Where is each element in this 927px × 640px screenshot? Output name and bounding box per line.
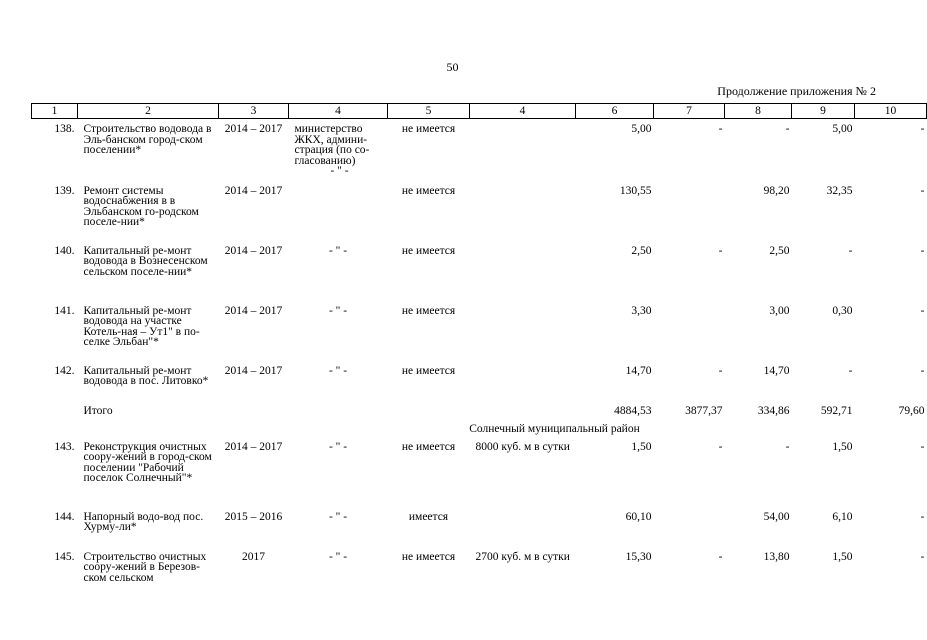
row-number: 145.	[54, 550, 75, 563]
executor: - " -	[328, 364, 348, 377]
value-other: -	[920, 244, 925, 257]
total-row	[32, 406, 927, 424]
design-status: не имеется	[401, 184, 456, 197]
table-row	[32, 442, 927, 512]
value-other: -	[920, 304, 925, 317]
table-row	[32, 512, 927, 552]
value-regional: 14,70	[763, 364, 790, 377]
value-local: 32,35	[826, 184, 853, 197]
value-other: -	[920, 364, 925, 377]
period: 2015 – 2016	[224, 510, 283, 523]
value-regional: -	[785, 440, 790, 453]
design-status: не имеется	[401, 364, 456, 377]
value-other: -	[920, 550, 925, 563]
page-number: 50	[446, 60, 459, 74]
period: 2017	[242, 550, 265, 563]
value-local: -	[848, 244, 853, 257]
continuation-label: Продолжение приложения № 2	[717, 84, 876, 98]
project-name: Напорный водо-вод пос. Хурму-ли*	[83, 510, 204, 533]
row-number: 139.	[54, 184, 75, 197]
value-federal	[654, 512, 725, 552]
row-number: 140.	[54, 244, 75, 257]
design-status: не имеется	[401, 123, 456, 135]
header-cell: 6	[576, 104, 654, 119]
table-row	[32, 366, 927, 406]
value-regional: -	[785, 123, 790, 135]
executor: - " -	[328, 244, 348, 257]
value-federal	[654, 306, 725, 366]
value-local: 5,00	[832, 123, 853, 135]
value-local: 1,50	[832, 550, 853, 563]
header-cell: 3	[219, 104, 289, 119]
capacity	[470, 246, 576, 306]
capacity: 2700 куб. м в сутки	[475, 550, 570, 563]
row-number: 142.	[54, 364, 75, 377]
row-number: 143.	[54, 440, 75, 453]
executor: - " -	[328, 550, 348, 563]
period: 2014 – 2017	[224, 304, 283, 317]
capacity	[470, 119, 576, 186]
value-local: 0,30	[832, 304, 853, 317]
value-federal	[654, 186, 725, 246]
value-federal: -	[718, 123, 723, 135]
capacity: 8000 куб. м в сутки	[475, 440, 570, 453]
table-row	[32, 552, 927, 598]
design-status: не имеется	[401, 550, 456, 563]
value-total: 1,50	[631, 440, 652, 453]
total-value: 334,86	[757, 404, 790, 417]
table-row	[32, 119, 927, 186]
total-label: Итого	[83, 404, 113, 417]
project-name: Реконструкция очистных соору-жений в город-ском поселении "Рабочий поселок Солнечный"*	[83, 440, 212, 484]
value-total: 14,70	[625, 364, 652, 377]
value-federal: -	[718, 364, 723, 377]
value-regional: 3,00	[769, 304, 790, 317]
project-name: Капитальный ре-монт водовода на участке Котель-ная – Ут1" в по-селке Эльбан"*	[83, 304, 200, 348]
row-number: 141.	[54, 304, 75, 317]
project-name: Капитальный ре-монт водовода в пос. Литовко*	[83, 364, 209, 387]
capacity	[470, 366, 576, 406]
value-total: 130,55	[619, 184, 652, 197]
total-value: 79,60	[898, 404, 925, 417]
row-number: 138.	[54, 123, 75, 135]
table-row	[32, 186, 927, 246]
value-local: 1,50	[832, 440, 853, 453]
value-total: 5,00	[631, 123, 652, 135]
total-value: 3877,37	[685, 404, 723, 417]
project-name: Ремонт системы водоснабжения в в Эльбанском го-родском поселе-нии*	[83, 184, 199, 228]
capacity	[470, 306, 576, 366]
design-status: не имеется	[401, 304, 456, 317]
value-federal: -	[718, 550, 723, 563]
section-title: Солнечный муниципальный район	[469, 422, 640, 435]
section-row	[32, 424, 927, 442]
header-row	[32, 104, 927, 119]
period: 2014 – 2017	[224, 184, 283, 197]
value-other: -	[920, 123, 925, 135]
project-name: Строительство очистных соору-жений в Березов-ском сельском	[83, 550, 207, 584]
value-other: -	[920, 440, 925, 453]
value-total: 60,10	[625, 510, 652, 523]
executor: - " -	[328, 440, 348, 453]
capacity	[470, 186, 576, 246]
executor: министерство ЖКХ, админи-страция (по со-гласованию) - " -	[294, 123, 370, 177]
total-value: 4884,53	[614, 404, 652, 417]
value-other: -	[920, 184, 925, 197]
table-row	[32, 306, 927, 366]
header-cell: 4	[470, 104, 576, 119]
executor	[289, 186, 388, 246]
period: 2014 – 2017	[224, 440, 283, 453]
header-cell: 8	[725, 104, 792, 119]
table-row	[32, 246, 927, 306]
period: 2014 – 2017	[224, 364, 283, 377]
project-name: Капитальный ре-монт водовода в Вознесенском сельском поселе-нии*	[83, 244, 208, 278]
design-status: не имеется	[401, 244, 456, 257]
value-federal: -	[718, 440, 723, 453]
capacity	[470, 512, 576, 552]
value-other: -	[920, 510, 925, 523]
header-cell: 5	[388, 104, 470, 119]
value-total: 2,50	[631, 244, 652, 257]
header-cell: 1	[32, 104, 78, 119]
value-total: 15,30	[625, 550, 652, 563]
project-name: Строительство водовода в Эль-банском город-ском поселении*	[83, 123, 212, 156]
value-regional: 98,20	[763, 184, 790, 197]
value-local: 6,10	[832, 510, 853, 523]
value-local: -	[848, 364, 853, 377]
value-federal: -	[718, 244, 723, 257]
appendix-table	[31, 103, 927, 598]
executor: - " -	[328, 304, 348, 317]
design-status: не имеется	[401, 440, 456, 453]
value-regional: 54,00	[763, 510, 790, 523]
total-value: 592,71	[820, 404, 853, 417]
header-cell: 2	[78, 104, 219, 119]
header-cell: 4	[289, 104, 388, 119]
value-total: 3,30	[631, 304, 652, 317]
value-regional: 13,80	[763, 550, 790, 563]
header-cell: 9	[792, 104, 855, 119]
value-regional: 2,50	[769, 244, 790, 257]
header-cell: 7	[654, 104, 725, 119]
period: 2014 – 2017	[224, 123, 283, 135]
period: 2014 – 2017	[224, 244, 283, 257]
row-number: 144.	[54, 510, 75, 523]
header-cell: 10	[855, 104, 927, 119]
executor: - " -	[328, 510, 348, 523]
design-status: имеется	[408, 510, 449, 523]
